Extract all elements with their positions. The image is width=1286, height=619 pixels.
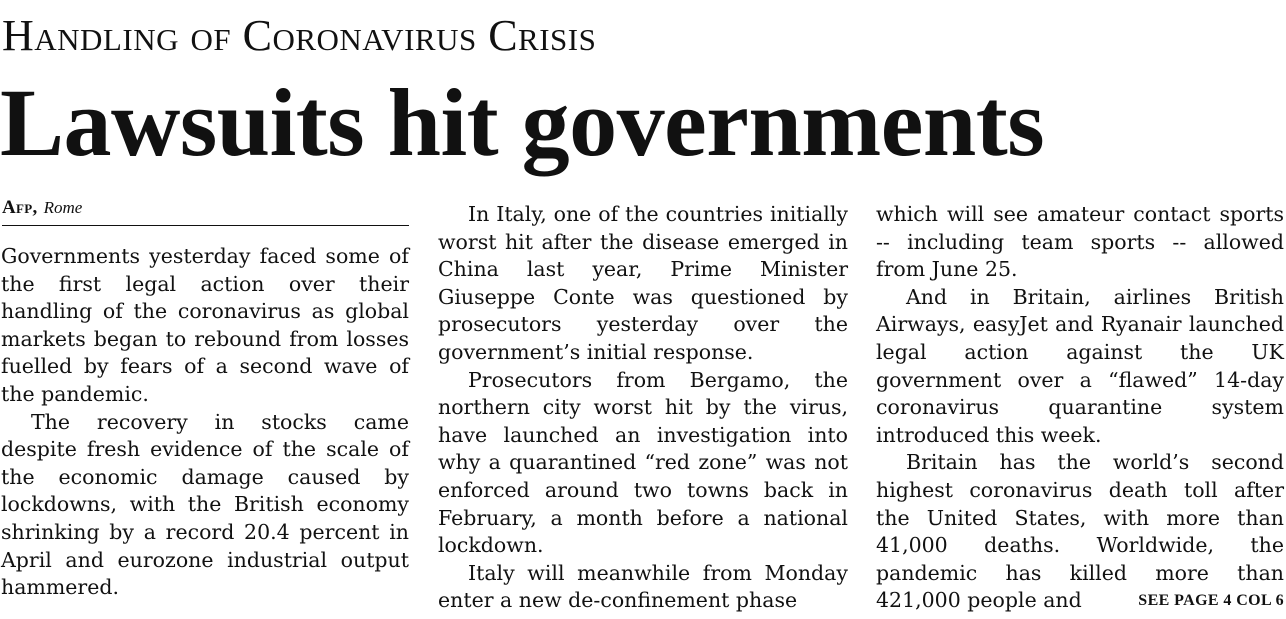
paragraph: which will see amateur contact sports -- including team sports -- allowed from June 25.	[876, 202, 1284, 282]
article-column-2	[438, 201, 848, 615]
paragraph: In Italy, one of the countries initially worst hit after the disease emerged in China last year, Prime Minister Giuseppe Conte was questioned by prosecutors yesterday over the government’s initial response.	[438, 202, 848, 364]
paragraph: Italy will meanwhile from Monday enter a new de-confinement phase	[438, 560, 848, 613]
paragraph: Prosecutors from Bergamo, the northern city worst hit by the virus, have launched an investigation into why a quarantined “red zone” was not enforced around two towns back in February, a month before a national lockdown.	[438, 367, 848, 558]
byline	[2, 196, 409, 226]
article-column-1	[1, 243, 409, 602]
byline-agency: Afp,	[2, 197, 38, 218]
article-headline: Lawsuits hit governments	[0, 69, 1045, 176]
paragraph: And in Britain, airlines British Airways, easyJet and Ryanair launched legal action against the UK government over a “flawed” 14-day coronavirus quarantine system introduced this week.	[876, 284, 1284, 447]
article-column-3	[876, 201, 1284, 615]
paragraph: The recovery in stocks came despite fresh evidence of the scale of the economic damage caused by lockdowns, with the British economy shrinking by a record 20.4 percent in April and eurozone industrial output hammered.	[1, 409, 409, 600]
paragraph: Governments yesterday faced some of the first legal action over their handling of the coronavirus as global markets began to rebound from losses fuelled by fears of a second wave of the pandemic.	[1, 244, 409, 406]
continued-reference: SEE PAGE 4 COL 6	[1138, 592, 1284, 609]
article-kicker: Handling of Coronavirus Crisis	[2, 11, 597, 60]
byline-place: Rome	[43, 198, 83, 217]
paragraph: Britain has the world’s second highest coronavirus death toll after the United States, with more than 41,000 deaths. Worldwide, the pandemic has killed more than 421,000 people and	[876, 450, 1284, 613]
